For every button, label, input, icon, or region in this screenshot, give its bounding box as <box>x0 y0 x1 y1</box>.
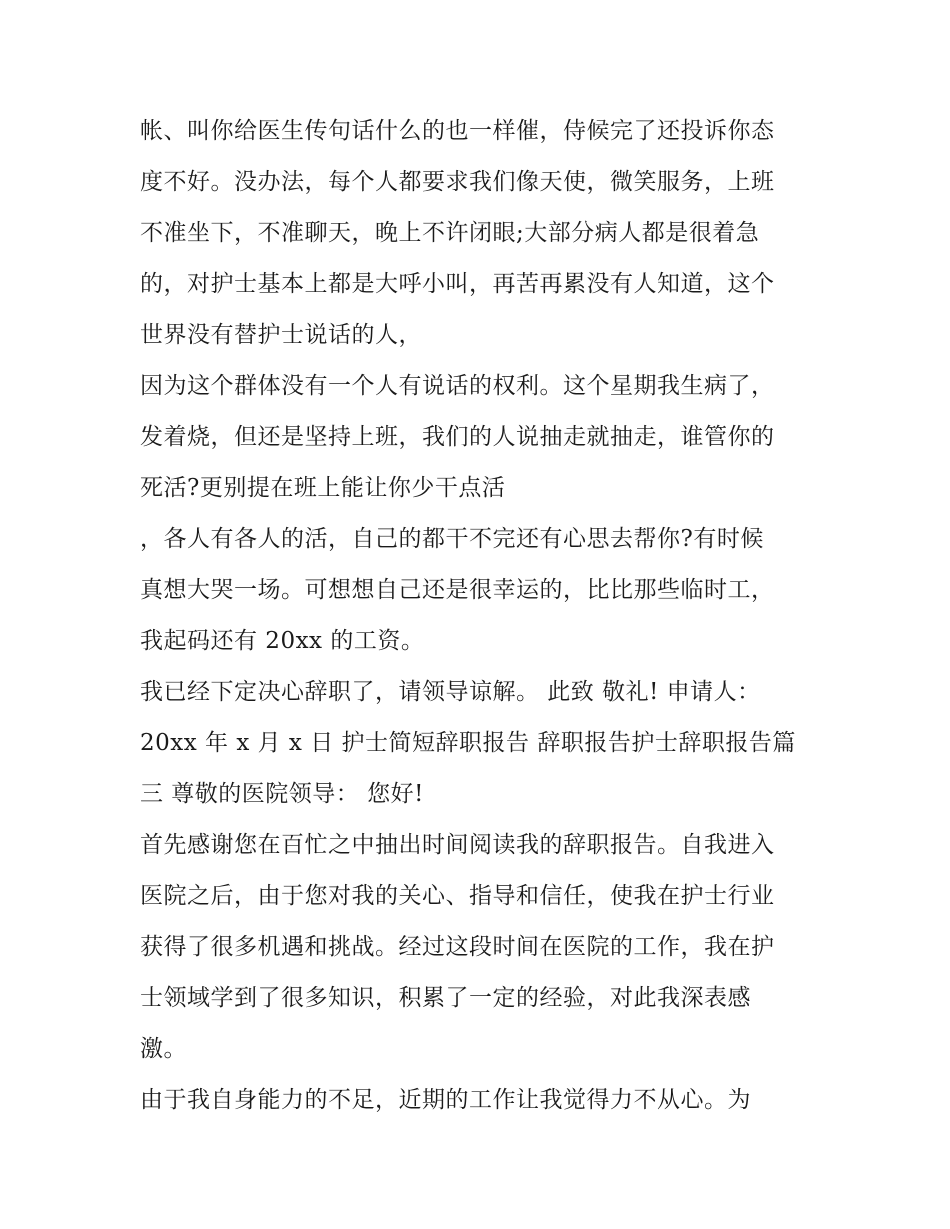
text-line: 真想大哭一场。可想想自己还是很幸运的，比比那些临时工， <box>140 577 775 603</box>
text-line: 发着烧，但还是坚持上班，我们的人说抽走就抽走，谁管你的 <box>140 424 775 450</box>
text-line: 由于我自身能力的不足，近期的工作让我觉得力不从心。为 <box>140 1087 751 1113</box>
document-body <box>140 106 820 1126</box>
text-line: 激。 <box>140 1036 187 1062</box>
text-line: 死活?更别提在班上能让你少干点活 <box>140 475 506 501</box>
text-line: 获得了很多机遇和挑战。经过这段时间在医院的工作，我在护 <box>140 934 775 960</box>
text-line: 我起码还有 20xx 的工资。 <box>140 628 425 654</box>
text-line: 度不好。没办法，每个人都要求我们像天使，微笑服务，上班 <box>140 169 775 195</box>
text-line: 三 尊敬的医院领导： 您好! <box>140 781 424 807</box>
text-line: 20xx 年 x 月 x 日 护士简短辞职报告 辞职报告护士辞职报告篇 <box>140 730 796 756</box>
text-line: 士领域学到了很多知识，积累了一定的经验，对此我深表感 <box>140 985 751 1011</box>
text-line: 首先感谢您在百忙之中抽出时间阅读我的辞职报告。自我进入 <box>140 832 775 858</box>
text-line: 医院之后，由于您对我的关心、指导和信任，使我在护士行业 <box>140 883 775 909</box>
text-line: 因为这个群体没有一个人有说话的权利。这个星期我生病了， <box>140 373 775 399</box>
text-line: 帐、叫你给医生传句话什么的也一样催，侍候完了还投诉你态 <box>140 118 775 144</box>
text-line: ，各人有各人的活，自己的都干不完还有心思去帮你?有时候 <box>140 526 764 552</box>
text-line: 我已经下定决心辞职了，请领导谅解。 此致 敬礼! 申请人： <box>140 679 761 705</box>
text-line: 不准坐下，不准聊天，晚上不许闭眼;大部分病人都是很着急 <box>140 220 760 246</box>
text-line: 的，对护士基本上都是大呼小叫，再苦再累没有人知道，这个 <box>140 271 775 297</box>
text-line: 世界没有替护士说话的人， <box>140 322 422 348</box>
